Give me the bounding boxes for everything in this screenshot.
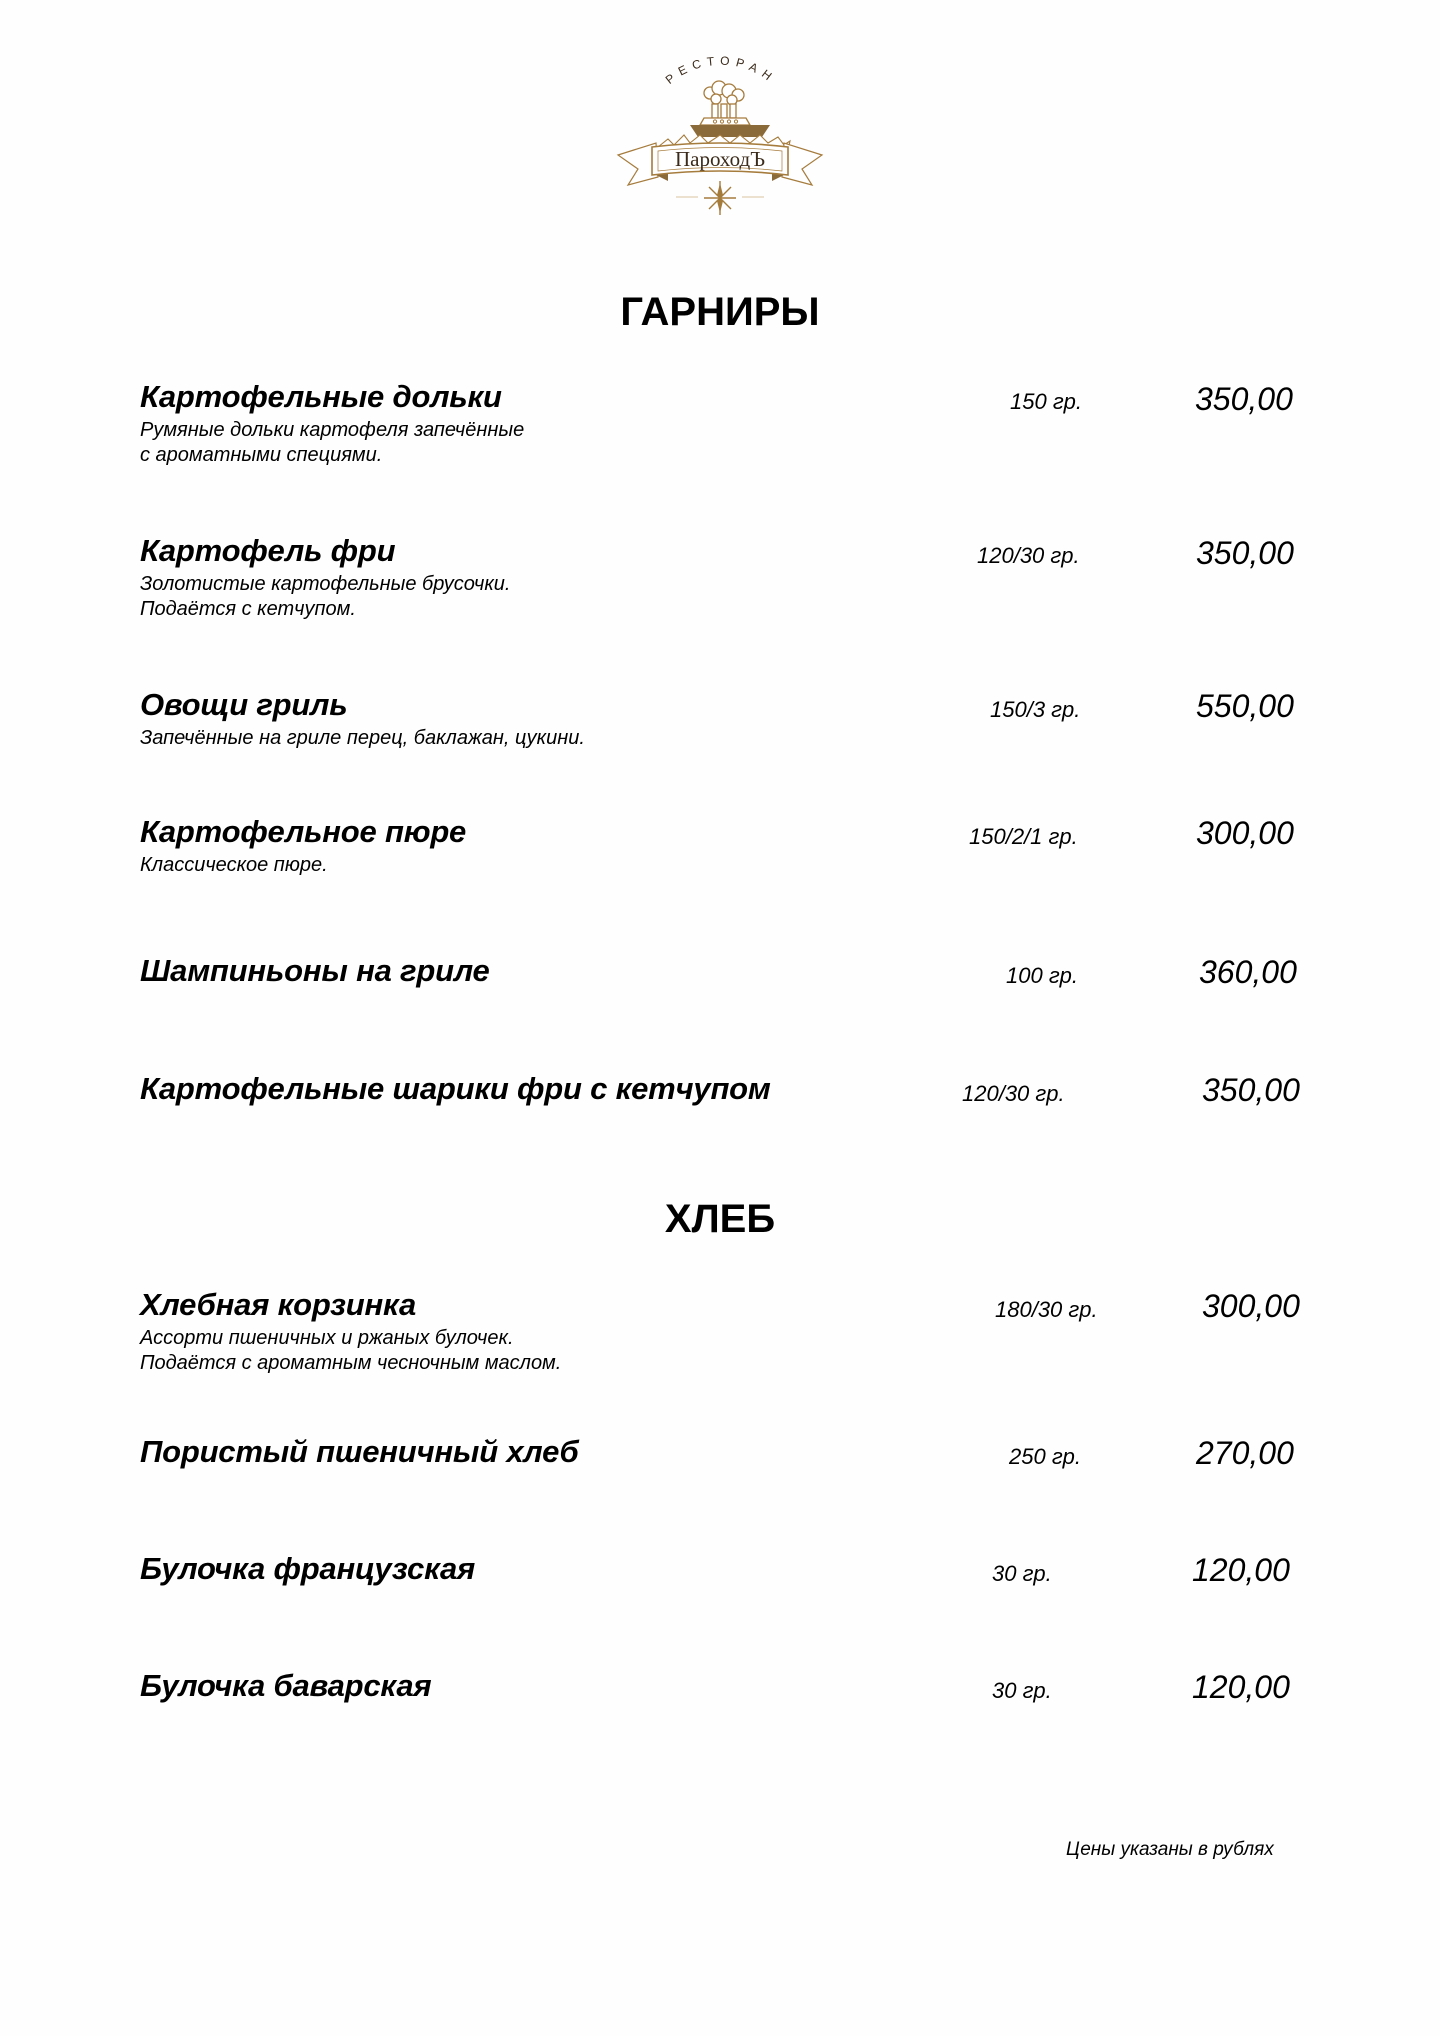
- item-weight: 150/3 гр.: [990, 697, 1081, 722]
- item-name: Картофель фри: [140, 533, 396, 568]
- section-title-bread: ХЛЕБ: [664, 1197, 776, 1241]
- item-name: Пористый пшеничный хлеб: [140, 1434, 579, 1469]
- steamship-logo-icon: [612, 55, 828, 220]
- item-name: Картофельные дольки: [140, 379, 502, 414]
- item-weight: 100 гр.: [1006, 963, 1079, 988]
- currency-note: Цены указаны в рублях: [1066, 1839, 1274, 1860]
- item-price: 300,00: [1196, 815, 1294, 851]
- item-name: Шампиньоны на гриле: [140, 953, 490, 988]
- item-name: Булочка французская: [140, 1551, 476, 1586]
- item-name: Картофельное пюре: [140, 814, 467, 849]
- item-description: Золотистые картофельные брусочки. Подаётся с кетчупом.: [140, 573, 511, 620]
- item-weight: 250 гр.: [1009, 1444, 1082, 1469]
- section-title-garnishes: ГАРНИРЫ: [620, 290, 820, 334]
- item-weight: 30 гр.: [992, 1561, 1052, 1586]
- item-price: 120,00: [1192, 1552, 1290, 1588]
- svg-text:РЕСТОРАН: РЕСТОРАН: [662, 55, 780, 87]
- item-description: Запечённые на гриле перец, баклажан, цукини.: [140, 727, 585, 749]
- item-weight: 120/30 гр.: [977, 543, 1080, 568]
- item-weight: 120/30 гр.: [962, 1081, 1065, 1106]
- item-weight: 30 гр.: [992, 1678, 1052, 1703]
- item-price: 350,00: [1202, 1072, 1300, 1108]
- item-price: 360,00: [1199, 954, 1297, 990]
- svg-text:ПароходЪ: ПароходЪ: [674, 147, 766, 171]
- item-price: 120,00: [1192, 1669, 1290, 1705]
- item-price: 270,00: [1196, 1435, 1294, 1471]
- item-description: Классическое пюре.: [140, 854, 328, 876]
- item-weight: 180/30 гр.: [995, 1297, 1098, 1322]
- item-name: Картофельные шарики фри с кетчупом: [140, 1071, 771, 1106]
- item-name: Овощи гриль: [140, 687, 348, 722]
- item-weight: 150/2/1 гр.: [969, 824, 1078, 849]
- item-weight: 150 гр.: [1010, 389, 1083, 414]
- item-price: 300,00: [1202, 1288, 1300, 1324]
- item-price: 350,00: [1196, 535, 1294, 571]
- item-name: Хлебная корзинка: [140, 1287, 416, 1322]
- item-description: Румяные дольки картофеля запечённые с ароматными специями.: [140, 419, 525, 466]
- item-description: Ассорти пшеничных и ржаных булочек. Подаётся с ароматным чесночным маслом.: [140, 1327, 562, 1374]
- restaurant-logo: [612, 55, 828, 220]
- item-price: 550,00: [1196, 688, 1294, 724]
- item-name: Булочка баварская: [140, 1668, 432, 1703]
- item-price: 350,00: [1195, 381, 1293, 417]
